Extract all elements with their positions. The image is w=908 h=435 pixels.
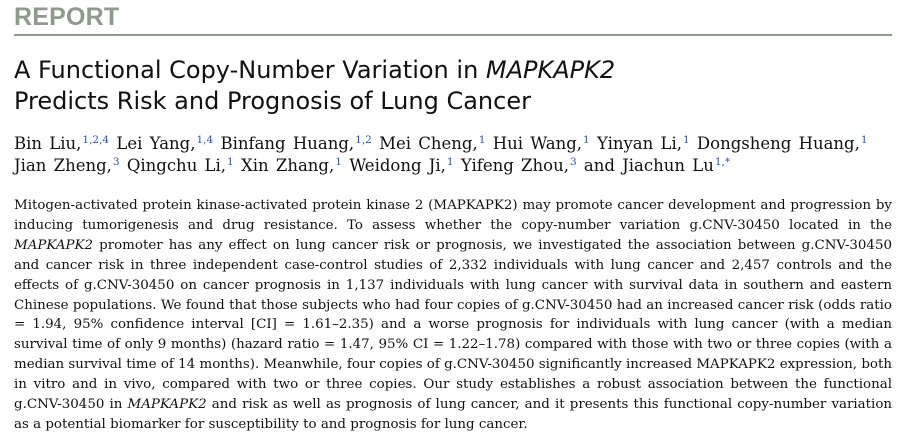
author	[697, 134, 868, 153]
author	[241, 156, 342, 175]
author	[493, 134, 590, 153]
author-name: Lei Yang,	[116, 134, 196, 153]
article-title	[14, 55, 894, 117]
abstract-text: and risk as well as prognosis of lung cancer, and it presents this functional copy-number variation as a potential biomarker for susceptibility to and prognosis for lung cancer.	[14, 397, 893, 432]
author-affiliation[interactable]: 1	[446, 156, 454, 168]
author-name: Dongsheng Huang,	[696, 134, 860, 153]
abstract-text: promoter has any effect on lung cancer risk or prognosis, we investigated the association between g.CNV-30450 and cancer risk in three independent case-control studies of 2,332 individuals with lung cancer and 2,457 controls and the effects of g.CNV-30450 on cancer prognosis in 1,137 individuals with lung cancer with survival data in southern and eastern Chinese populations. We found that those subjects who had four copies of g.CNV-30450 had an increased cancer risk (odds ratio = 1.94, 95% confidence interval [CI] = 1.61–2.35) and a worse prognosis for individuals with lung cancer (with a median survival time of only 9 months) (hazard ratio = 1.47, 95% CI = 1.22–1.78) compared with those with two or three copies (with a median survival time of 14 months). Meanwhile, four copies of g.CNV-30450 significantly increased MAPKAPK2 expression, both in vitro and in vivo, compared with two or three copies. Our study establishes a robust association between the functional g.CNV-30450 in	[14, 237, 892, 413]
section-divider	[14, 34, 892, 36]
abstract-gene: MAPKAPK2	[14, 237, 94, 253]
author	[220, 134, 371, 153]
author	[379, 134, 485, 153]
author-name: Yinyan Li,	[596, 134, 682, 153]
author-affiliation[interactable]: 3	[112, 156, 120, 168]
author	[14, 156, 120, 175]
author-name: Binfang Huang,	[220, 134, 355, 153]
title-line-2: Predicts Risk and Prognosis of Lung Cancer	[14, 87, 531, 115]
author-name: Yifeng Zhou,	[460, 156, 569, 175]
author	[14, 134, 109, 153]
author-affiliation[interactable]: 1	[860, 134, 868, 146]
author-affiliation[interactable]: 1,2,4	[82, 134, 110, 146]
title-prefix: A Functional Copy-Number Variation in	[14, 56, 486, 84]
author-name: Weidong Ji,	[349, 156, 446, 175]
author-affiliation[interactable]: 1,*	[714, 156, 731, 168]
author	[116, 134, 213, 153]
author	[127, 156, 234, 175]
author-name: Bin Liu,	[14, 134, 82, 153]
author-name: Hui Wang,	[492, 134, 583, 153]
author-affiliation[interactable]: 1	[583, 134, 590, 146]
author-name: Mei Cheng,	[379, 134, 478, 153]
author-affiliation[interactable]: 1	[682, 134, 690, 146]
author-affiliation[interactable]: 1	[478, 134, 486, 146]
author-affiliation[interactable]: 3	[569, 156, 577, 168]
author-affiliation[interactable]: 1,2	[355, 134, 372, 146]
author-list	[14, 133, 894, 177]
author	[461, 156, 577, 175]
author	[584, 156, 730, 175]
author	[597, 134, 690, 153]
author-affiliation[interactable]: 1	[335, 156, 342, 168]
abstract-gene: MAPKAPK2	[127, 397, 207, 413]
author-name: Jian Zheng,	[14, 156, 112, 175]
author-name: Qingchu Li,	[126, 156, 227, 175]
abstract	[14, 196, 892, 435]
author-affiliation[interactable]: 1,4	[196, 134, 214, 146]
title-gene: MAPKAPK2	[485, 56, 616, 84]
author-name: Xin Zhang,	[240, 156, 335, 175]
author	[349, 156, 453, 175]
author-affiliation[interactable]: 1	[227, 156, 234, 168]
author-name: and Jiachun Lu	[583, 156, 714, 175]
abstract-text: Mitogen-activated protein kinase-activated protein kinase 2 (MAPKAPK2) may promote cancer development and progression by inducing tumorigenesis and drug resistance. To assess whether the copy-number variation g.CNV-30450 located in the	[14, 198, 892, 233]
section-label: REPORT	[14, 3, 120, 31]
